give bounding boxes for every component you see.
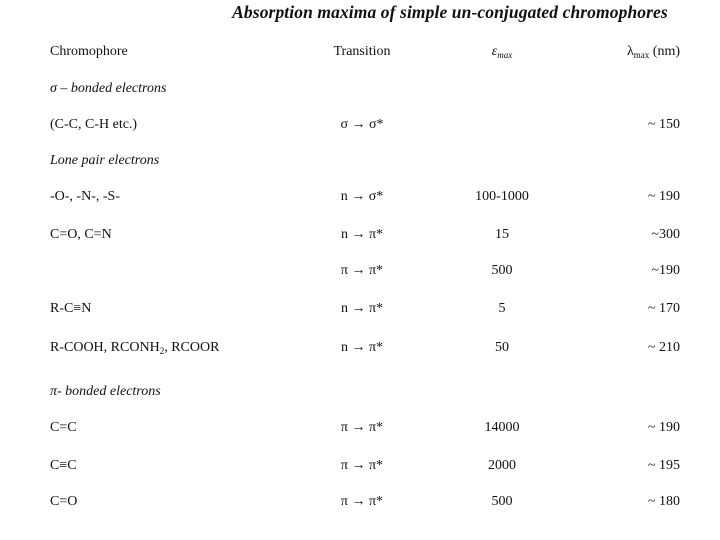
lambda-unit: (nm) <box>649 44 680 59</box>
row-4-epsilon: 5 <box>498 301 506 316</box>
row-6-chromophore: C=C <box>50 420 77 435</box>
row-3-transition: π → π* <box>340 263 384 278</box>
header-chromophore: Chromophore <box>50 44 128 59</box>
row-5-transition: n → π* <box>340 340 384 355</box>
row-5-chromophore-rest: , RCOOR <box>164 340 220 355</box>
row-5-lambda: ~ 210 <box>647 340 680 355</box>
row-7-epsilon: 2000 <box>488 458 516 473</box>
row-2-epsilon: 15 <box>495 227 509 242</box>
row-3-epsilon: 500 <box>491 263 513 278</box>
row-8-chromophore: C=O <box>50 494 78 509</box>
row-2-transition: n → π* <box>340 227 384 242</box>
row-0-transition: σ → σ* <box>340 117 384 132</box>
row-1-lambda: ~ 190 <box>647 189 680 204</box>
row-0-lambda: ~ 150 <box>647 117 680 132</box>
row-6-transition: π → π* <box>340 420 384 435</box>
row-4-chromophore: R-C≡N <box>50 301 92 316</box>
epsilon-subscript: max <box>497 50 513 60</box>
row-4-transition: n → π* <box>340 301 384 316</box>
row-7-lambda: ~ 195 <box>647 458 680 473</box>
row-2-chromophore: C=O, C=N <box>50 227 112 242</box>
section-sigma-bonded: σ – bonded electrons <box>50 81 167 96</box>
row-6-lambda: ~ 190 <box>647 420 680 435</box>
row-5-epsilon: 50 <box>495 340 509 355</box>
lambda-subscript: max <box>633 50 650 60</box>
row-1-chromophore: -O-, -N-, -S- <box>50 189 120 204</box>
row-5-chromophore-main: R-COOH, RCONH <box>50 340 160 355</box>
row-5-chromophore <box>50 339 219 357</box>
epsilon-symbol: ε <box>491 44 498 59</box>
page-title: Absorption maxima of simple un-conjugated chromophores <box>232 2 668 22</box>
header-epsilon-max <box>452 43 552 61</box>
section-lone-pair: Lone pair electrons <box>50 153 160 168</box>
section-pi-bonded: π- bonded electrons <box>50 384 161 399</box>
lambda-symbol: λ <box>626 44 634 59</box>
header-lambda-max <box>580 43 680 61</box>
row-3-lambda: ~190 <box>651 263 680 278</box>
row-7-transition: π → π* <box>340 458 384 473</box>
row-6-epsilon: 14000 <box>484 420 520 435</box>
row-4-lambda: ~ 170 <box>647 301 680 316</box>
row-8-lambda: ~ 180 <box>647 494 680 509</box>
row-7-chromophore: C≡C <box>50 458 77 473</box>
row-0-chromophore: (C-C, C-H etc.) <box>50 117 138 132</box>
row-8-transition: π → π* <box>340 494 384 509</box>
row-1-epsilon: 100-1000 <box>475 189 529 204</box>
header-transition: Transition <box>333 44 391 59</box>
row-8-epsilon: 500 <box>491 494 513 509</box>
row-5-chromophore-subscript: 2 <box>159 346 165 356</box>
row-1-transition: n → σ* <box>340 189 384 204</box>
row-2-lambda: ~300 <box>651 227 680 242</box>
